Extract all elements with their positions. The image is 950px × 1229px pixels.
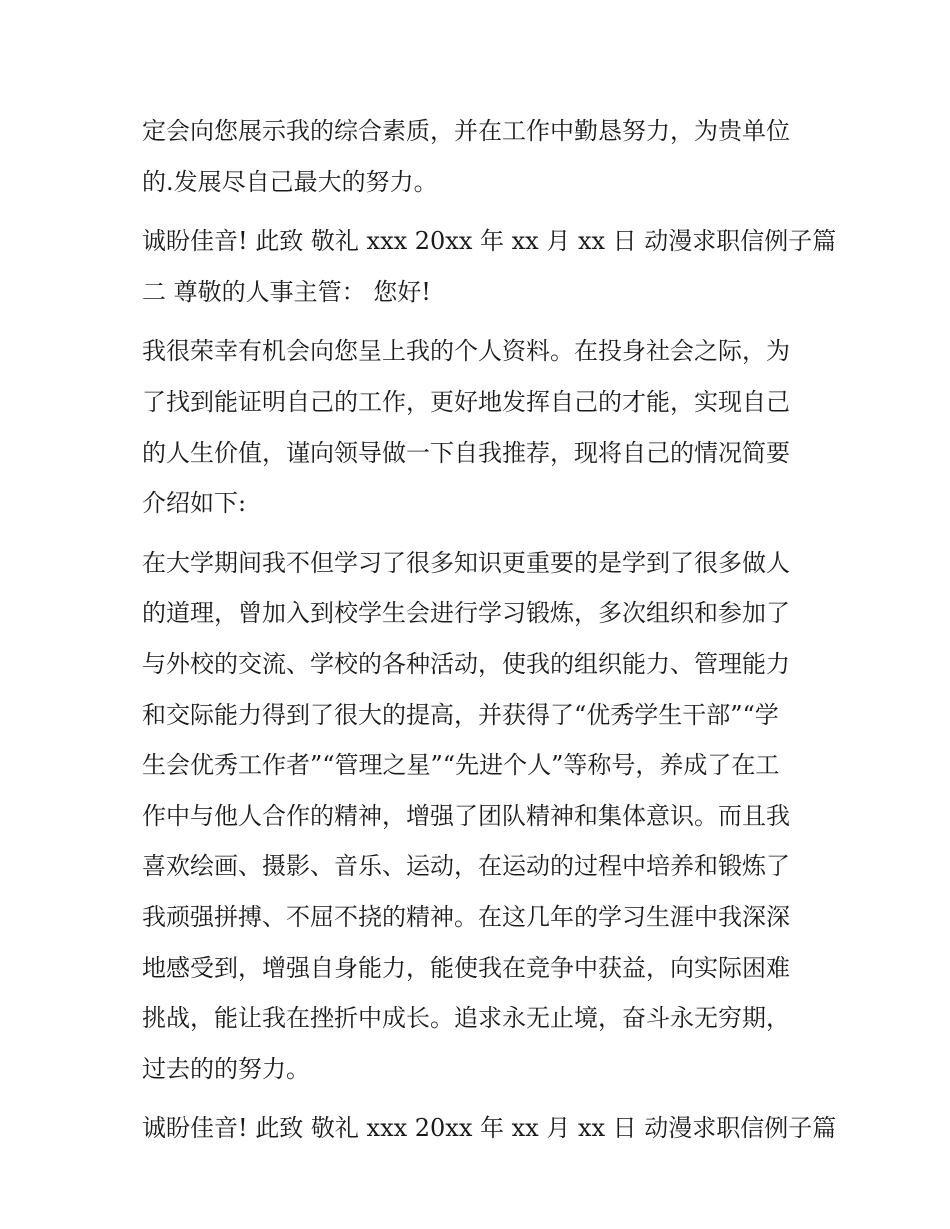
letter-body (142, 106, 837, 1154)
text-line: 作中与他人合作的精神，增强了团队精神和集体意识。而且我 (142, 801, 790, 830)
text-line: 喜欢绘画、摄影、音乐、运动，在运动的过程中培养和锻炼了 (142, 852, 790, 881)
text-line: 我很荣幸有机会向您呈上我的个人资料。在投身社会之际，为 (142, 337, 790, 366)
text-line: 二 尊敬的人事主管： 您好! (142, 277, 431, 306)
text-line: 挑战，能让我在挫折中成长。追求永无止境，奋斗永无穷期， (142, 1004, 790, 1033)
text-line: 生会优秀工作者”“管理之星”“先进个人”等称号，养成了在工 (142, 751, 780, 780)
text-line: 介绍如下: (142, 489, 247, 518)
text-line: 与外校的交流、学校的各种活动，使我的组织能力、管理能力 (142, 649, 790, 678)
text-line: 在大学期间我不但学习了很多知识更重要的是学到了很多做人 (142, 548, 790, 577)
paragraph-gap (142, 529, 814, 538)
text-line: 的.发展尽自己最大的努力。 (142, 167, 438, 196)
text-line: 了找到能证明自己的工作，更好地发挥自己的才能，实现自己 (142, 387, 790, 416)
text-line: 诚盼佳音! 此致 敬礼 xxx 20xx 年 xx 月 xx 日 动漫求职信例子篇 (142, 1114, 837, 1143)
paragraph-gap (142, 317, 814, 326)
text-line: 地感受到，增强自身能力，能使我在竞争中获益，向实际困难 (142, 953, 790, 982)
text-line: 定会向您展示我的综合素质，并在工作中勤恳努力，为贵单位 (142, 117, 790, 145)
paragraph-gap (142, 207, 814, 216)
paragraph-gap (142, 1094, 814, 1103)
text-line: 和交际能力得到了很大的提高，并获得了“优秀学生干部”“学 (142, 700, 779, 729)
text-line: 的人生价值，谨向领导做一下自我推荐，现将自己的情况简要 (142, 438, 790, 467)
text-line: 过去的的努力。 (142, 1054, 310, 1083)
text-line: 我顽强拼搏、不屈不挠的精神。在这几年的学习生涯中我深深 (142, 902, 790, 931)
text-line: 诚盼佳音! 此致 敬礼 xxx 20xx 年 xx 月 xx 日 动漫求职信例子篇 (142, 227, 837, 256)
text-line: 的道理，曾加入到校学生会进行学习锻炼，多次组织和参加了 (142, 599, 790, 628)
